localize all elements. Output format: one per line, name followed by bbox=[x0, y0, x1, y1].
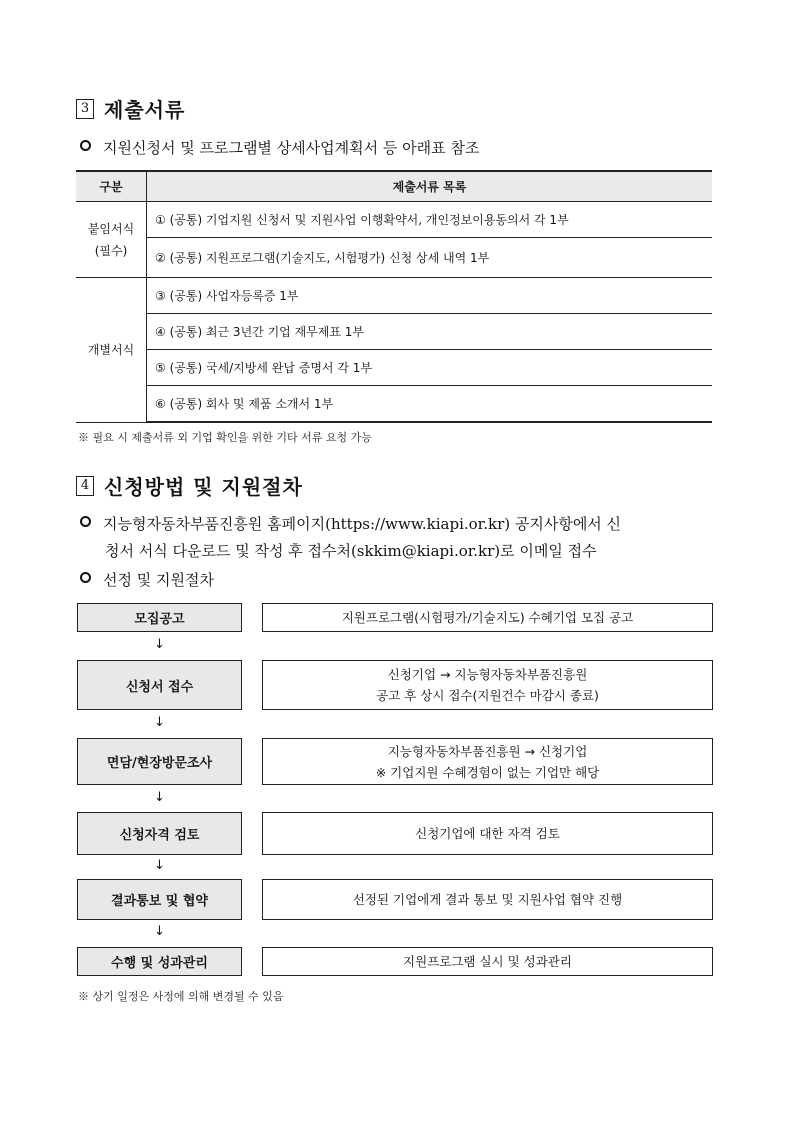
section-4-heading bbox=[76, 471, 303, 500]
arrow-down-icon: ↓ bbox=[154, 924, 165, 939]
section-4-bullet-apply: 지능형자동차부품진흥원 홈페이지(https://www.kiapi.or.kr) 공지사항에서 신 청서 서식 다운로드 및 작성 후 접수처(skkim@kiapi.or.kr)로 이메일 접수 bbox=[80, 511, 621, 565]
step-desc-performance: 지원프로그램 실시 및 성과관리 bbox=[262, 947, 713, 976]
step-label-interview: 면담/현장방문조사 bbox=[77, 738, 242, 785]
table-row bbox=[76, 386, 712, 423]
group-required-label: 붙임서식 (필수) bbox=[76, 202, 147, 278]
arrow-down-icon: ↓ bbox=[154, 637, 165, 652]
group-individual-label: 개별서식 bbox=[76, 278, 147, 423]
header-category: 구분 bbox=[76, 171, 147, 202]
step-desc-application: 신청기업 → 지능형자동차부품진흥원 공고 후 상시 접수(지원건수 마감시 종료) bbox=[262, 660, 713, 710]
section-4-title: 신청방법 및 지원절차 bbox=[104, 475, 303, 499]
table-row bbox=[76, 238, 712, 278]
section-4-note: ※ 상기 일정은 사정에 의해 변경될 수 있음 bbox=[78, 990, 284, 1003]
section-3-title: 제출서류 bbox=[104, 98, 186, 122]
arrow-down-icon: ↓ bbox=[154, 790, 165, 805]
circle-bullet-icon bbox=[80, 516, 91, 527]
circle-bullet-icon bbox=[80, 140, 91, 151]
step-label-review: 신청자격 검토 bbox=[77, 812, 242, 855]
table-row bbox=[76, 278, 712, 314]
step-label-performance: 수행 및 성과관리 bbox=[77, 947, 242, 976]
circle-bullet-icon bbox=[80, 572, 91, 583]
step-desc-agreement: 선정된 기업에게 결과 통보 및 지원사업 협약 진행 bbox=[262, 879, 713, 920]
step-label-application: 신청서 접수 bbox=[77, 660, 242, 710]
section-3-heading bbox=[76, 94, 185, 123]
section-4-number: 4 bbox=[76, 476, 94, 496]
step-label-agreement: 결과통보 및 협약 bbox=[77, 879, 242, 920]
header-documents: 제출서류 목록 bbox=[147, 171, 713, 202]
table-header-row bbox=[76, 171, 712, 202]
section-4-bullet-procedure: 선정 및 지원절차 bbox=[80, 567, 214, 594]
table-row bbox=[76, 314, 712, 350]
table-row bbox=[76, 350, 712, 386]
step-desc-review: 신청기업에 대한 자격 검토 bbox=[262, 812, 713, 855]
document-item: ⑤ (공통) 국세/지방세 완납 증명서 각 1부 bbox=[147, 350, 713, 386]
arrow-down-icon: ↓ bbox=[154, 858, 165, 873]
section-3-number: 3 bbox=[76, 99, 94, 119]
arrow-down-icon: ↓ bbox=[154, 715, 165, 730]
document-item: ① (공통) 기업지원 신청서 및 지원사업 이행확약서, 개인정보이용동의서 각 1부 bbox=[147, 202, 713, 238]
document-item: ③ (공통) 사업자등록증 1부 bbox=[147, 278, 713, 314]
document-item: ② (공통) 지원프로그램(기술지도, 시험평가) 신청 상세 내역 1부 bbox=[147, 238, 713, 278]
document-item: ④ (공통) 최근 3년간 기업 재무제표 1부 bbox=[147, 314, 713, 350]
documents-table bbox=[76, 170, 712, 423]
document-item: ⑥ (공통) 회사 및 제품 소개서 1부 bbox=[147, 386, 713, 423]
step-label-recruitment: 모집공고 bbox=[77, 603, 242, 632]
step-desc-recruitment: 지원프로그램(시험평가/기술지도) 수혜기업 모집 공고 bbox=[262, 603, 713, 632]
section-3-note: ※ 필요 시 제출서류 외 기업 확인을 위한 기타 서류 요청 가능 bbox=[78, 431, 372, 444]
step-desc-interview: 지능형자동차부품진흥원 → 신청기업 ※ 기업지원 수혜경험이 없는 기업만 해당 bbox=[262, 738, 713, 785]
section-3-bullet: 지원신청서 및 프로그램별 상세사업계획서 등 아래표 참조 bbox=[80, 135, 479, 162]
table-row bbox=[76, 202, 712, 238]
